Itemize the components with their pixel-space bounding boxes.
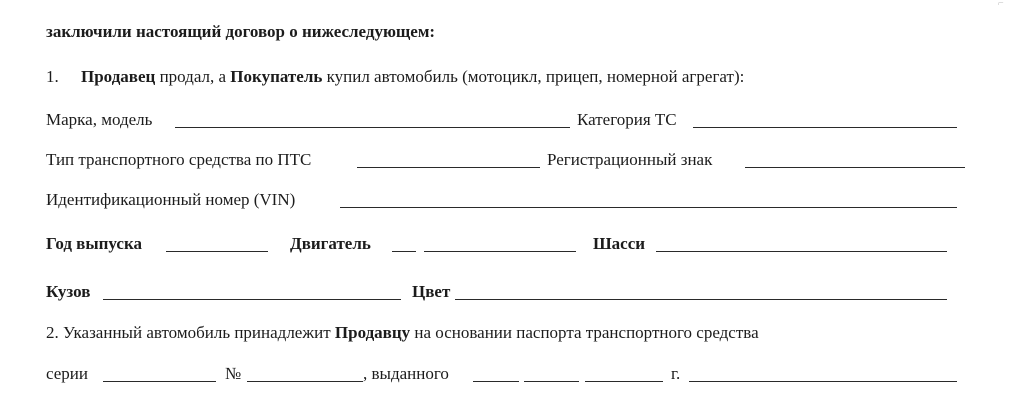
reg-sign-label: Регистрационный знак [547,150,713,169]
buyer-term: Покупатель [230,67,323,86]
series-label: серии [46,364,88,383]
page-corner-mark: ⌐ [998,0,1004,9]
heading-line [0,21,1010,45]
color-label: Цвет [412,282,451,301]
chassis-field[interactable] [656,251,947,252]
clause-1-number: 1. [46,67,59,86]
make-model-row [0,109,1010,133]
engine-field-2[interactable] [424,251,576,252]
issued-field-1[interactable] [473,381,519,382]
year-label: Год выпуска [46,234,142,253]
vehicle-type-field[interactable] [357,167,540,168]
clause-2-rest: на основании паспорта транспортного средства [410,323,759,342]
vin-label: Идентификационный номер (VIN) [46,190,296,209]
color-field[interactable] [455,299,947,300]
make-model-label: Марка, модель [46,110,153,129]
clause-1-rest: купил автомобиль (мотоцикл, прицеп, номерной агрегат): [322,67,745,86]
clause-2 [0,322,1010,346]
number-sign: № [225,364,242,383]
reg-sign-field[interactable] [745,167,965,168]
body-field[interactable] [103,299,401,300]
engine-field-1[interactable] [392,251,416,252]
engine-label: Двигатель [290,234,371,253]
body-label: Кузов [46,282,91,301]
make-model-field[interactable] [175,127,570,128]
issued-field-2[interactable] [524,381,579,382]
category-field[interactable] [693,127,957,128]
clause-2-text [46,322,759,344]
year-suffix: г. [671,364,681,383]
series-row [0,363,1010,387]
chassis-label: Шасси [593,234,646,253]
vin-field[interactable] [340,207,957,208]
vehicle-type-label: Тип транспортного средства по ПТС [46,150,312,169]
contract-heading: заключили настоящий договор о нижеследующем: [46,22,436,41]
number-field[interactable] [247,381,363,382]
clause-1 [0,66,1010,90]
year-engine-chassis-row [0,233,1010,257]
body-color-row [0,281,1010,305]
clause-1-text [81,66,744,88]
category-label: Категория ТС [577,110,677,129]
seller-term-2: Продавцу [334,323,411,342]
vehicle-type-row [0,149,1010,173]
vin-row [0,189,1010,213]
clause-1-mid: продал, а [155,67,231,86]
seller-term: Продавец [81,67,156,86]
series-field[interactable] [103,381,216,382]
year-field[interactable] [166,251,268,252]
clause-2-lead: 2. Указанный автомобиль принадлежит [46,323,335,342]
issued-date-field[interactable] [689,381,957,382]
issued-label: , выданного [363,364,449,383]
issued-field-3[interactable] [585,381,663,382]
